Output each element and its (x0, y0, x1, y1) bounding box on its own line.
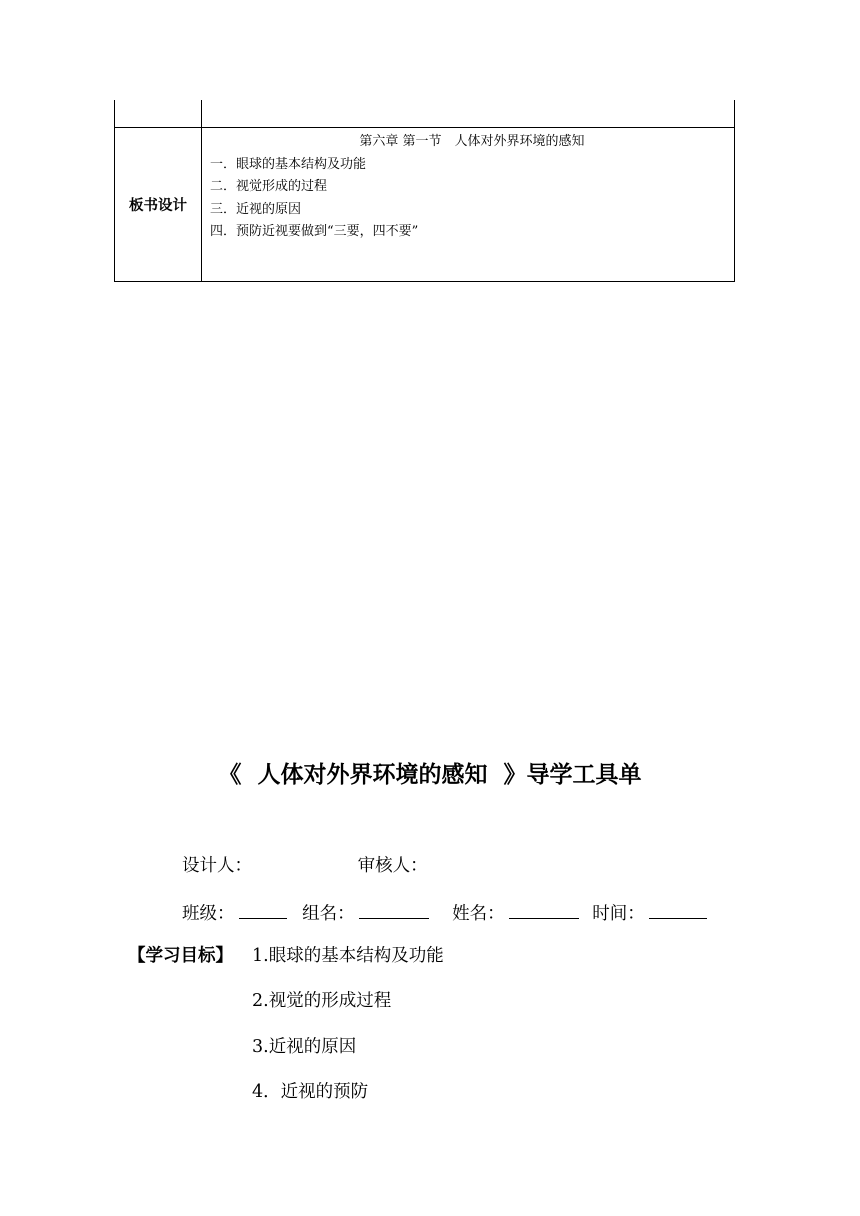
name-label: 姓名： (452, 904, 505, 924)
empty-content-cell (202, 100, 735, 128)
list-item: 1.眼球的基本结构及功能 (252, 946, 444, 966)
page-title: 《 人体对外界环境的感知 》导学工具单 (218, 762, 642, 788)
student-info-row (182, 900, 711, 925)
board-design-content (202, 128, 735, 282)
reviewer-label: 审核人： (357, 856, 428, 876)
class-label: 班级： (182, 904, 235, 924)
group-label: 组名： (302, 904, 355, 924)
author-row (182, 852, 428, 877)
time-label: 时间： (592, 904, 645, 924)
board-line: 三．近视的原因 (210, 201, 302, 217)
empty-label-cell (115, 100, 202, 128)
board-line: 一．眼球的基本结构及功能 (210, 156, 367, 172)
name-field[interactable] (509, 902, 579, 919)
designer-label: 设计人： (182, 856, 252, 876)
time-field[interactable] (649, 902, 707, 919)
board-line: 二．视觉形成的过程 (210, 179, 328, 194)
list-item: 4．近视的预防 (252, 1082, 369, 1102)
board-design-label: 板书设计 (115, 128, 202, 282)
board-heading: 第六章 第一节 人体对外界环境的感知 (359, 134, 585, 149)
learning-goals-heading: 【学习目标】 (128, 946, 233, 966)
table-row-board-design (115, 128, 735, 282)
board-design-table (114, 100, 735, 282)
class-field[interactable] (239, 902, 287, 919)
list-item: 3.近视的原因 (252, 1037, 357, 1057)
group-field[interactable] (359, 902, 429, 919)
list-item: 2.视觉的形成过程 (252, 991, 392, 1011)
table-row-previous (115, 100, 735, 128)
board-line: 四．预防近视要做到“三要，四不要” (210, 224, 419, 239)
